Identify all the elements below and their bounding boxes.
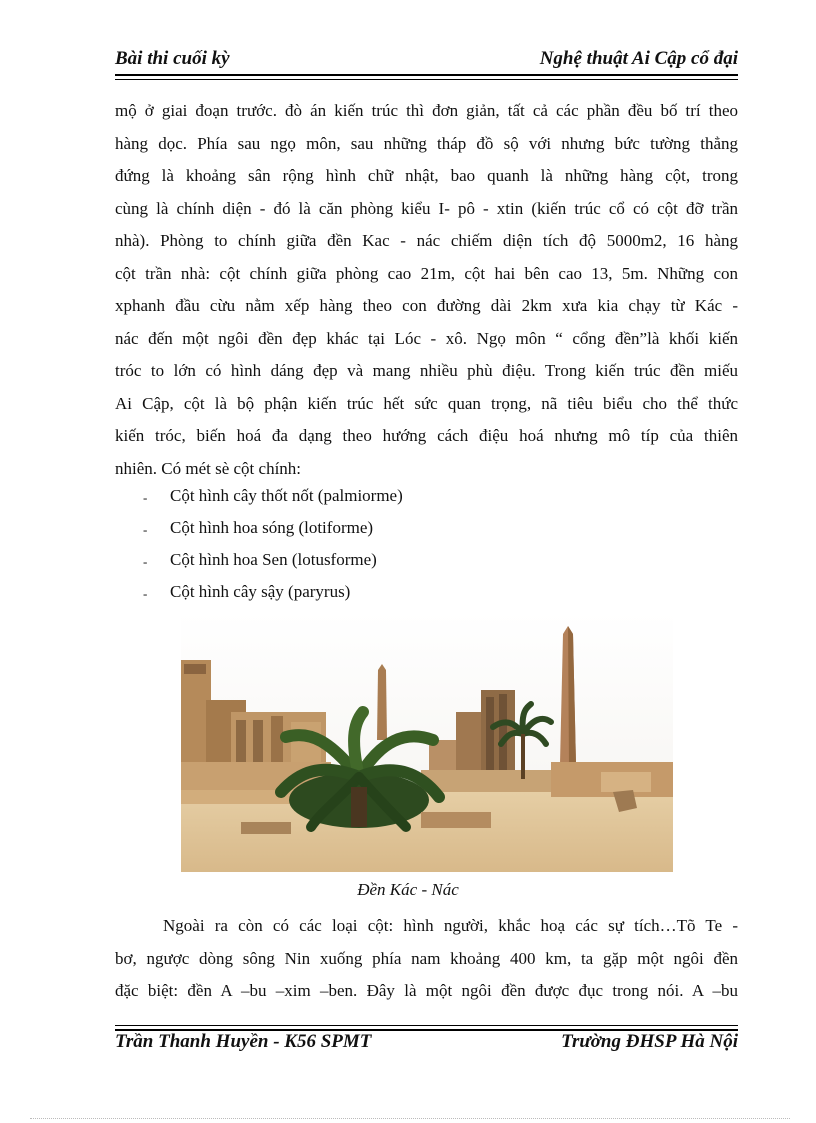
header-subject-title: Nghệ thuật Ai Cập cổ đại <box>539 48 738 69</box>
list-item-text: Cột hình hoa Sen (lotusforme) <box>170 550 377 569</box>
footer-school: Trường ĐHSP Hà Nội <box>561 1031 738 1052</box>
page-edge-divider <box>30 1118 790 1119</box>
footer-author: Trần Thanh Huyền - K56 SPMT <box>115 1031 372 1052</box>
list-item <box>115 512 738 544</box>
list-item-text: Cột hình cây thốt nốt (palmiorme) <box>170 486 403 505</box>
paragraph-other-columns <box>115 910 738 1008</box>
text-line: xphanh đầu cừu nằm xếp hàng theo con đường dài 2km xưa kia chạy từ Kác - <box>115 296 738 315</box>
text-line: nhà). Phòng to chính giữa đền Kac - nác chiếm diện tích độ 5000m2, 16 hàng <box>115 231 738 250</box>
list-item <box>115 576 738 608</box>
text-line: nhiên. Có mét sè cột chính: <box>115 458 302 478</box>
figure-caption: Đền Kác - Nác <box>357 880 459 899</box>
temple-photo <box>181 612 673 872</box>
header-rule-thick <box>115 74 738 76</box>
text-line: mộ ở giai đoạn trước. đò án kiến trúc thì đơn giản, tất cả các phần đều bố trí theo <box>115 101 738 120</box>
page-header <box>115 48 738 74</box>
bullet-marker: - <box>143 554 148 569</box>
bullet-marker: - <box>143 490 148 505</box>
column-types-list <box>115 480 738 608</box>
text-line: tróc to lớn có hình dáng đẹp và mang nhiều phù điệu. Trong kiến trúc đền miếu <box>115 361 738 380</box>
text-line: đứng là khoảng sân rộng hình chữ nhật, bao quanh là những hàng cột, trong <box>115 166 738 185</box>
text-line: kiến tróc, biến hoá đa dạng theo hướng cách điệu hoá nhưng mô típ của thiên <box>115 426 738 445</box>
page-footer <box>115 1031 738 1057</box>
bullet-marker: - <box>143 522 148 537</box>
header-rule-thin <box>115 79 738 80</box>
bullet-marker: - <box>143 586 148 601</box>
text-line: đặc biệt: đền A –bu –xim –ben. Đây là một ngôi đền được đục trong nói. A –bu <box>115 981 738 1000</box>
text-line: nác đến một ngôi đền đẹp khác tại Lóc - xô. Ngọ môn “ cổng đền”là khối kiến <box>115 328 738 348</box>
list-item <box>115 480 738 512</box>
text-line: cùng là chính diện - đó là căn phòng kiểu I- pô - xtin (kiến trúc cổ có cột đỡ trần <box>115 198 738 218</box>
text-line: cột trần nhà: cột chính giữa phòng cao 21m, cột hai bên cao 13, 5m. Những con <box>115 263 738 283</box>
text-line: Ai Cập, cột là bộ phận kiến trúc hết sức quan trọng, nã tiêu biểu cho thể thức <box>115 393 738 413</box>
paragraph-architecture <box>115 95 738 485</box>
list-item-text: Cột hình cây sậy (paryrus) <box>170 582 351 601</box>
text-line: hàng dọc. Phía sau ngọ môn, sau những tháp đồ sộ với nhưng bức tường thẳng <box>115 133 738 153</box>
header-exam-title: Bài thi cuối kỳ <box>115 48 230 69</box>
text-line: Ngoài ra còn có các loại cột: hình người, khắc hoạ các sự tích…Tõ Te - <box>163 916 738 935</box>
list-item <box>115 544 738 576</box>
text-line: bơ, ngược dòng sông Nin xuống phía nam khoảng 400 km, ta gặp một ngôi đền <box>115 948 738 968</box>
list-item-text: Cột hình hoa sóng (lotiforme) <box>170 518 374 537</box>
footer-rule-thin <box>115 1025 738 1026</box>
